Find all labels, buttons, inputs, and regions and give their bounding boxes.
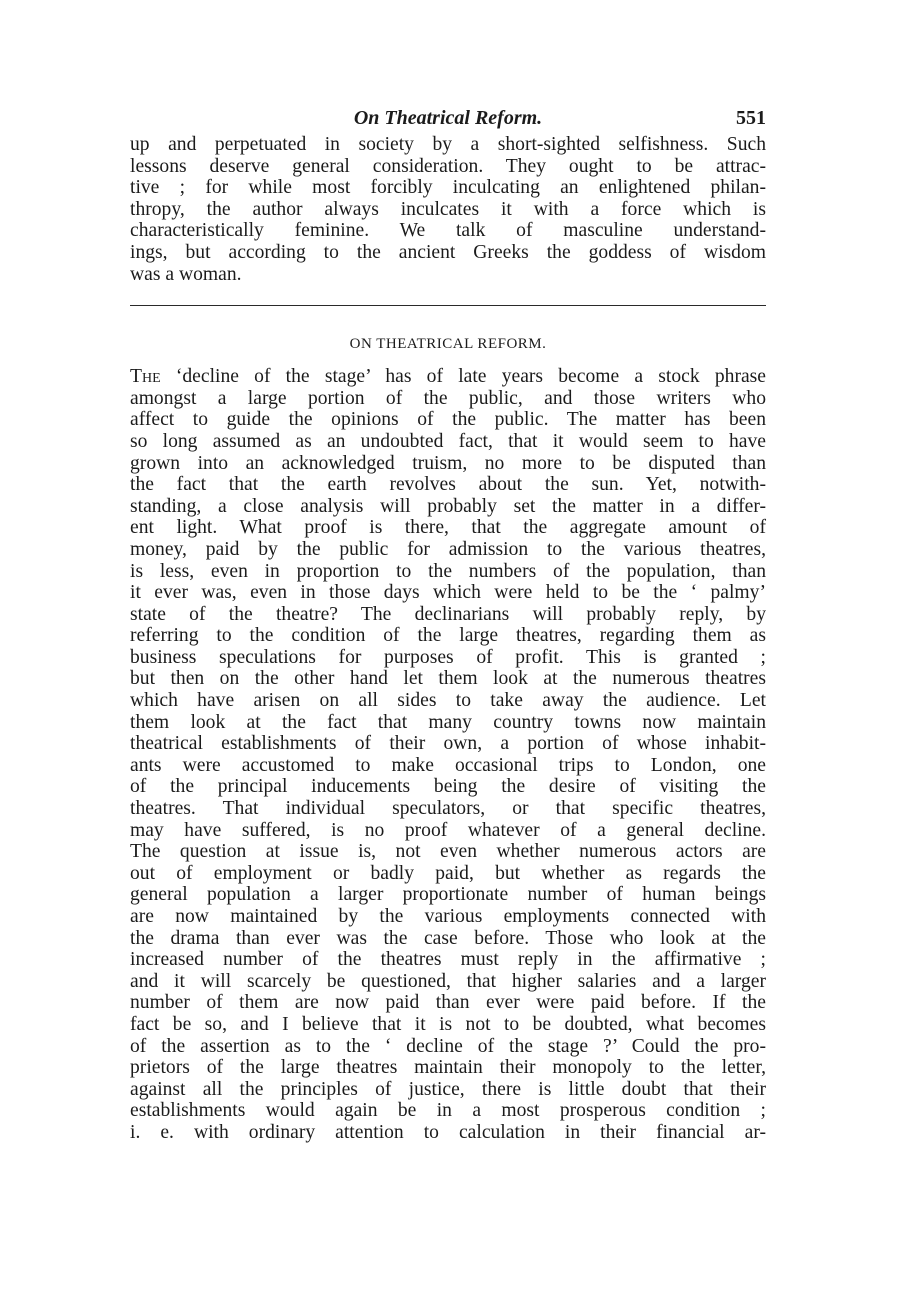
text-line: grown into an acknowledged truism, no more to be disputed than xyxy=(130,452,766,474)
text-line: The question at issue is, not even whether numerous actors are xyxy=(130,841,766,863)
article-title: ON THEATRICAL REFORM. xyxy=(349,336,547,353)
text-line: against all the principles of justice, there is little doubt that their xyxy=(130,1078,766,1100)
text-line: referring to the condition of the large theatres, regarding them as xyxy=(130,625,766,647)
text-line: i. e. with ordinary attention to calculation in their financial ar- xyxy=(130,1121,766,1143)
text-line: was a woman. xyxy=(130,263,242,285)
page-number: 551 xyxy=(736,107,766,129)
text-line: them look at the fact that many country towns now maintain xyxy=(130,711,766,733)
text-line: fact be so, and I believe that it is not to be doubted, what becomes xyxy=(130,1013,766,1035)
text-line: and it will scarcely be questioned, that higher salaries and a larger xyxy=(130,970,766,992)
text-line: general population a larger proportionate number of human beings xyxy=(130,884,766,906)
text-line: thropy, the author always inculcates it with a force which is xyxy=(130,198,766,220)
text-line: out of employment or badly paid, but whether as regards the xyxy=(130,862,766,884)
text-line: it ever was, even in those days which were held to be the ‘ palmy’ xyxy=(130,582,766,604)
text-line: ants were accustomed to make occasional trips to London, one xyxy=(130,754,766,776)
text-line: of the assertion as to the ‘ decline of the stage ?’ Could the pro- xyxy=(130,1035,766,1057)
text-line: may have suffered, is no proof whatever of a general decline. xyxy=(130,819,766,841)
text-line: of the principal inducements being the desire of visiting the xyxy=(130,776,766,798)
text-line: standing, a close analysis will probably set the matter in a differ- xyxy=(130,495,766,517)
text-line: ings, but according to the ancient Greeks the goddess of wisdom xyxy=(130,241,766,263)
text-line: so long assumed as an undoubted fact, that it would seem to have xyxy=(130,430,766,452)
running-title: On Theatrical Reform. xyxy=(353,107,543,129)
text-line: increased number of the theatres must reply in the affirmative ; xyxy=(130,949,766,971)
text-line: theatres. That individual speculators, or that specific theatres, xyxy=(130,798,766,820)
text-line: tive ; for while most forcibly inculcating an enlightened philan- xyxy=(130,177,766,199)
running-head xyxy=(130,104,766,134)
text-line: ent light. What proof is there, that the aggregate amount of xyxy=(130,517,766,539)
text-line: state of the theatre? The declinarians will probably reply, by xyxy=(130,603,766,625)
text-line: amongst a large portion of the public, and those writers who xyxy=(130,387,766,409)
previous-article-text xyxy=(130,134,766,285)
text-line: up and perpetuated in society by a short-sighted selfishness. Such xyxy=(130,134,766,155)
text-line: the drama than ever was the case before. Those who look at the xyxy=(130,927,766,949)
text-line: the fact that the earth revolves about the sun. Yet, notwith- xyxy=(130,474,766,496)
text-line: affect to guide the opinions of the public. The matter has been xyxy=(130,409,766,431)
text-line: establishments would again be in a most prosperous condition ; xyxy=(130,1100,766,1122)
text-line: money, paid by the public for admission to the various theatres, xyxy=(130,538,766,560)
text-line: business speculations for purposes of profit. This is granted ; xyxy=(130,646,766,668)
text-line: lessons deserve general consideration. They ought to be attrac- xyxy=(130,155,766,177)
text-line: is less, even in proportion to the numbers of the population, than xyxy=(130,560,766,582)
lead-word: The xyxy=(130,366,161,388)
section-divider xyxy=(130,305,766,306)
page xyxy=(130,104,766,1144)
text-line: characteristically feminine. We talk of masculine understand- xyxy=(130,220,766,242)
first-line-text: ‘decline of the stage’ has of late years become a stock phrase xyxy=(160,366,766,388)
text-line: are now maintained by the various employments connected with xyxy=(130,906,766,927)
text-line: which have arisen on all sides to take away the audience. Let xyxy=(130,690,766,712)
article-body xyxy=(130,366,766,1143)
text-line: theatrical establishments of their own, a portion of whose inhabit- xyxy=(130,733,766,755)
text-line: prietors of the large theatres maintain their monopoly to the letter, xyxy=(130,1057,766,1079)
text-line-first xyxy=(130,366,766,388)
text-line: but then on the other hand let them look at the numerous theatres xyxy=(130,668,766,690)
text-line: number of them are now paid than ever were paid before. If the xyxy=(130,992,766,1014)
